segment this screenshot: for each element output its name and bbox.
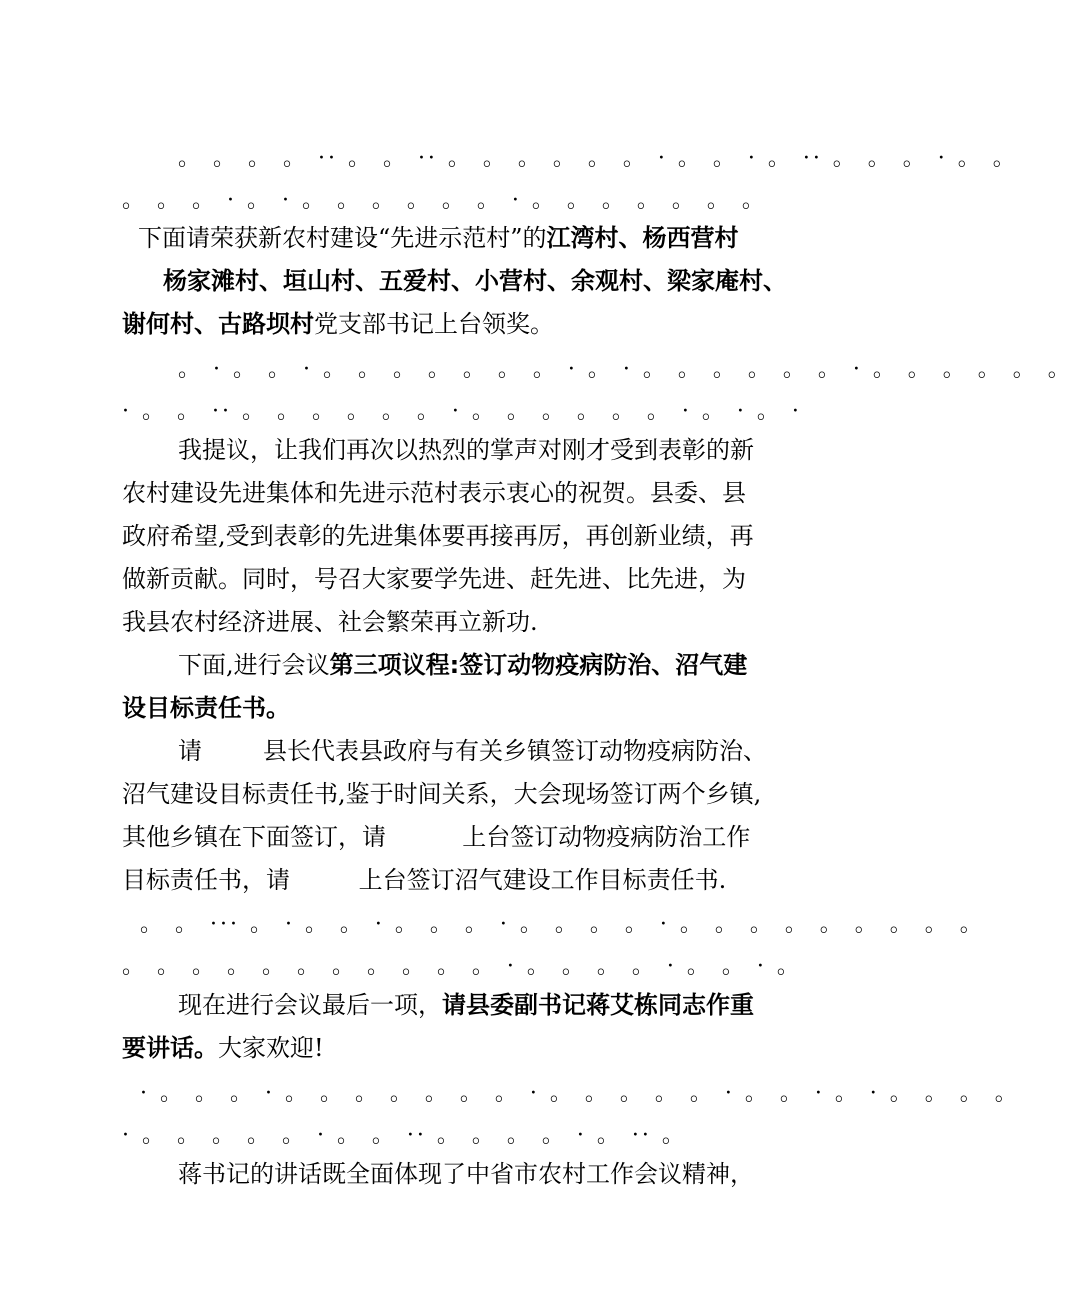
dot-row: · 。 。 ·· 。 。 。 。 。 。 · 。 。 。 。 。 。 · 。 · 。 · xyxy=(122,399,802,424)
paragraph-line xyxy=(122,312,554,336)
dot-row: 。 。 。 。 。 。 。 。 。 。 。 · 。 。 。 。 · 。 。 · 。 xyxy=(122,954,802,979)
dot-row: 。 。 。 。 ·· 。 。 ·· 。 。 。 。 。 。 · 。 。 · 。 ·· 。 。 。 · 。 。 xyxy=(178,146,1018,171)
paragraph-line: 做新贡献。同时，号召大家要学先进、赶先进、比先进，为 xyxy=(122,565,746,593)
dot-row: · 。 。 。 。 。 · 。 。 ·· 。 。 。 。 · 。 ·· 。 xyxy=(122,1123,687,1148)
paragraph-line-bold: 杨家滩村、垣山村、五爱村、小营村、余观村、梁家庵村、 xyxy=(163,267,787,295)
paragraph-line: 农村建设先进集体和先进示范村表示衷心的祝贺。县委、县 xyxy=(122,479,746,507)
bold-text: 谢何村、古路坝村 xyxy=(122,310,314,338)
paragraph-line: 政府希望,受到表彰的先进集体要再接再厉，再创新业绩，再 xyxy=(122,522,754,550)
plain-text: 现在进行会议最后一项， xyxy=(178,991,442,1019)
dot-row: 。 。 。 · 。 · 。 。 。 。 。 。 · 。 。 。 。 。 。 。 xyxy=(122,188,767,213)
paragraph-line: 我县农村经济进展、社会繁荣再立新功. xyxy=(122,608,538,636)
paragraph-line xyxy=(138,226,739,250)
dot-row: 。 · 。 。 · 。 。 。 。 。 。 。 · 。 · 。 。 。 。 。 。 · 。 。 。 。 。 。 xyxy=(178,357,1073,382)
bold-text: 要讲话。 xyxy=(122,1034,218,1062)
dot-row: 。 。 ··· 。 · 。 。 · 。 。 。 · 。 。 。 。 · 。 。 。 。 。 。 。 。 。 xyxy=(140,912,985,937)
paragraph-line: 目标责任书，请 上台签订沼气建设工作目标责任书. xyxy=(122,866,727,894)
plain-text: 下面请荣获新农村建设“先进示范村”的 xyxy=(138,224,547,252)
paragraph-line: 请 县长代表县政府与有关乡镇签订动物疫病防治、 xyxy=(178,737,768,765)
dot-row: · 。 。 。 · 。 。 。 。 。 。 。 · 。 。 。 。 。 · 。 。 · 。 · 。 。 。 。 xyxy=(140,1081,1020,1106)
bold-text: 请县委副书记蒋艾栋同志作重 xyxy=(442,991,754,1019)
bold-text: 江湾村、杨西营村 xyxy=(546,224,739,252)
paragraph-line xyxy=(178,993,754,1017)
paragraph-line: 蒋书记的讲话既全面体现了中省市农村工作会议精神， xyxy=(178,1160,754,1188)
paragraph-line xyxy=(122,1036,324,1060)
paragraph-line: 其他乡镇在下面签订，请 上台签订动物疫病防治工作 xyxy=(122,823,751,851)
plain-text: 大家欢迎! xyxy=(218,1034,324,1062)
plain-text: 下面,进行会议 xyxy=(178,651,330,679)
plain-text: 党支部书记上台领奖。 xyxy=(314,310,554,338)
paragraph-line xyxy=(178,653,747,677)
bold-text: 第三项议程:签订动物疫病防治、沼气建 xyxy=(329,651,748,679)
paragraph-line: 我提议，让我们再次以热烈的掌声对刚才受到表彰的新 xyxy=(178,436,754,464)
paragraph-line-bold: 设目标责任书。 xyxy=(122,694,290,722)
paragraph-line: 沼气建设目标责任书,鉴于时间关系，大会现场签订两个乡镇, xyxy=(122,780,762,808)
